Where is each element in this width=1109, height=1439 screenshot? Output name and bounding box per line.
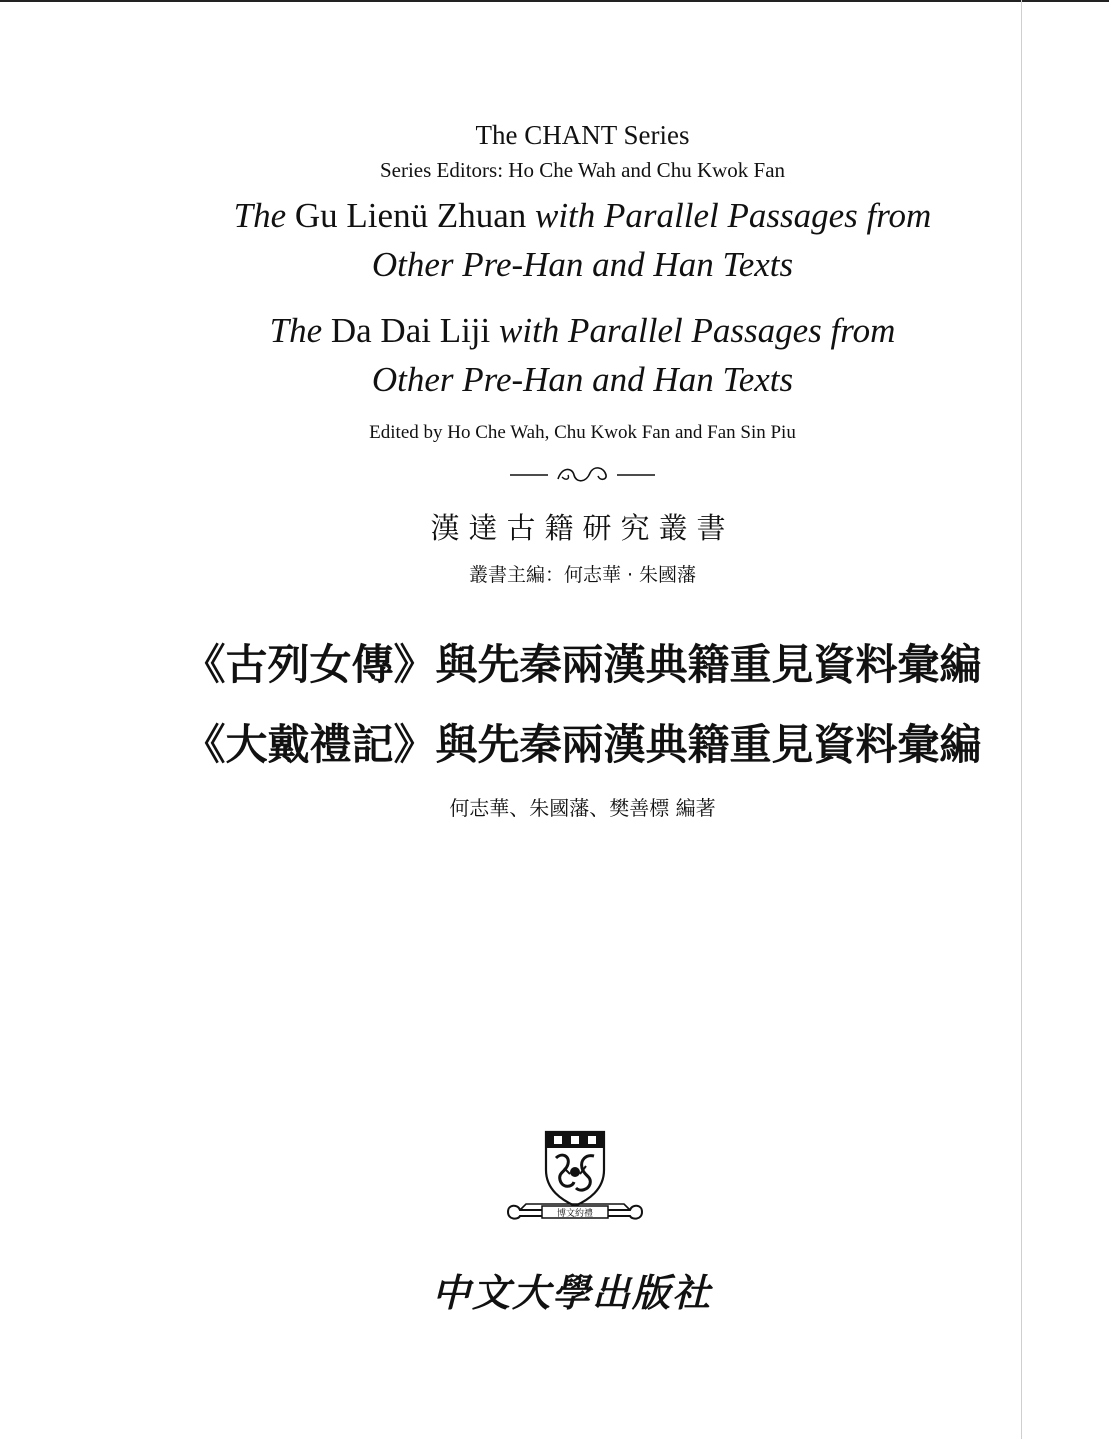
book-title-1-line-2: Other Pre-Han and Han Texts [371,245,794,284]
chinese-book-title-2: 《大戴禮記》與先秦兩漢典籍重見資料彙編 [183,720,982,769]
chinese-series-editors: 叢書主編：何志華 · 朱國藩 [468,564,697,586]
title-2-the: The [269,311,323,350]
series-editors: Series Editors: Ho Che Wah and Chu Kwok Fan [379,158,786,182]
book-title-2-line-2: Other Pre-Han and Han Texts [371,360,794,399]
crest-motto: 博文約禮 [556,1209,594,1219]
title-1-rest: with Parallel Passages from [534,196,932,235]
chinese-series-title: 漢達古籍研究叢書 [430,511,735,545]
book-title-2-line-1 [0,310,1109,352]
publisher-name: 中文大學出版社 [431,1270,712,1315]
title-1-book-name: Gu Lienü Zhuan [294,196,527,235]
edited-by: Edited by Ho Che Wah, Chu Kwok Fan and Fan Sin Piu [369,422,796,443]
title-2-rest: with Parallel Passages from [499,311,896,350]
chinese-authors: 何志華、朱國藩、樊善標 編著 [449,796,716,820]
university-crest-icon [504,1128,646,1228]
top-border [0,0,1109,2]
book-title-1-line-1 [0,195,1109,237]
series-title: The CHANT Series [475,120,690,150]
chinese-book-title-1: 《古列女傳》與先秦兩漢典籍重見資料彙編 [183,640,982,689]
ornament-divider-icon [510,463,655,487]
title-2-book-name: Da Dai Liji [330,311,491,350]
title-1-the: The [233,196,287,235]
